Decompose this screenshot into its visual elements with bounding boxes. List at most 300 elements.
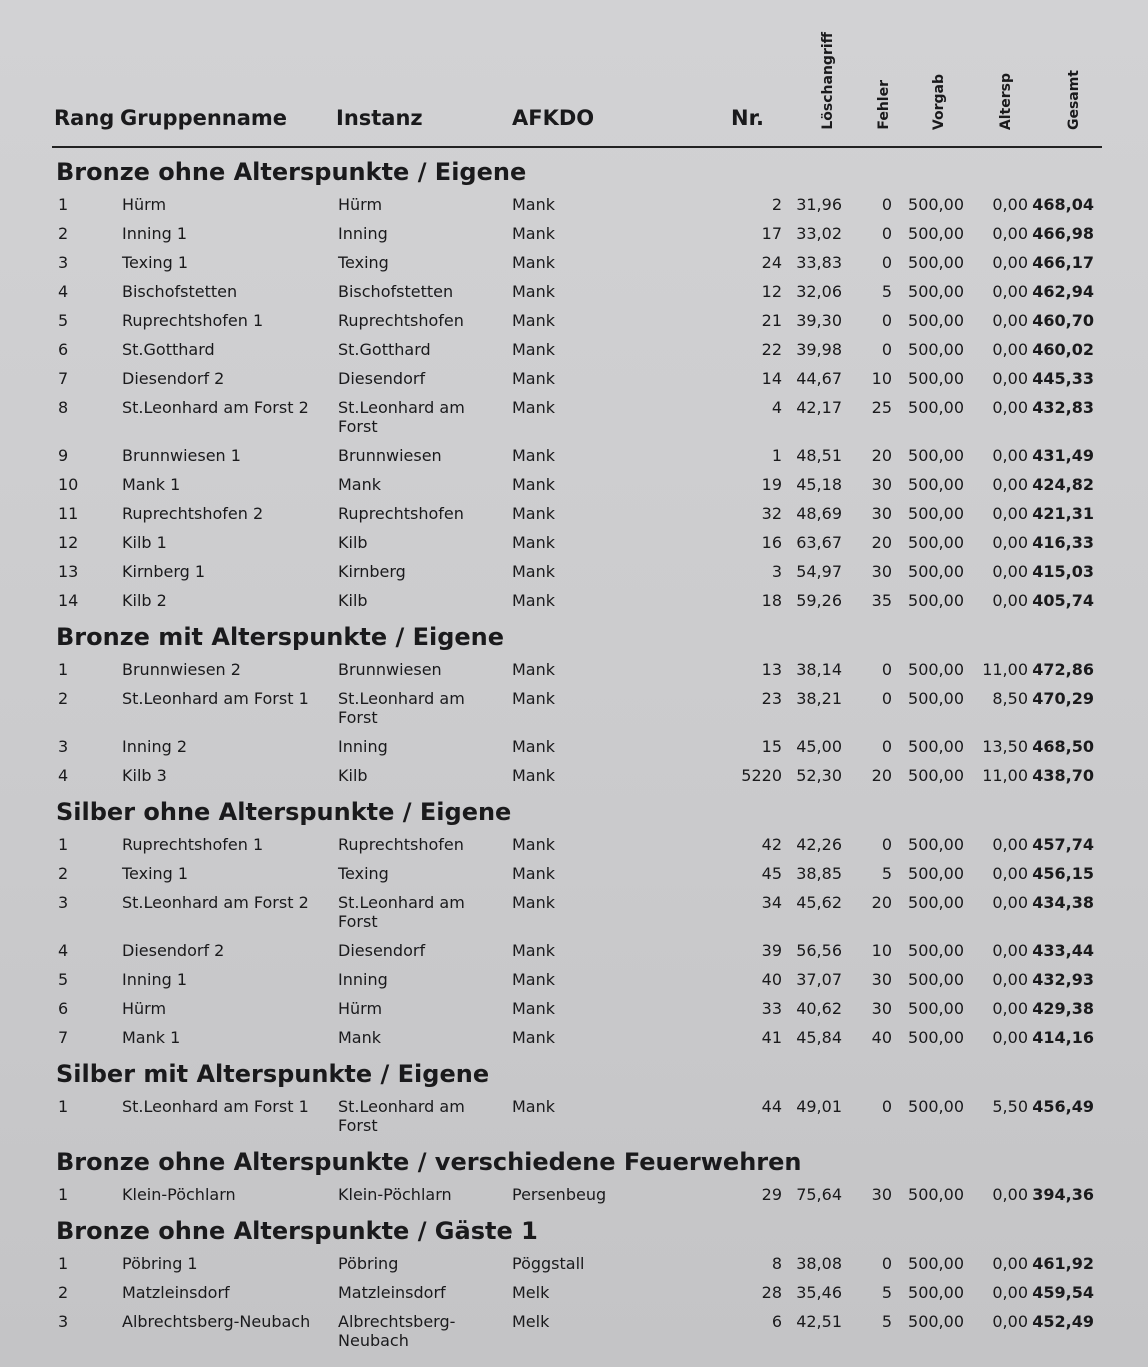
group-name-cell: Kirnberg 1 bbox=[122, 562, 206, 581]
nr-cell: 28 bbox=[761, 1283, 782, 1302]
group-name-cell: St.Leonhard am Forst 2 bbox=[122, 893, 309, 912]
vorgab-cell: 500,00 bbox=[908, 766, 964, 785]
loeschangriff-cell: 42,26 bbox=[796, 835, 842, 854]
gesamt-cell: 466,98 bbox=[1032, 224, 1094, 243]
gesamt-cell: 456,15 bbox=[1032, 864, 1094, 883]
fehler-cell: 5 bbox=[881, 864, 892, 883]
gesamt-cell: 468,04 bbox=[1032, 195, 1094, 214]
gesamt-cell: 461,92 bbox=[1032, 1254, 1094, 1273]
nr-cell: 12 bbox=[761, 282, 782, 301]
altersp-cell: 0,00 bbox=[992, 970, 1028, 989]
gesamt-cell: 460,70 bbox=[1032, 311, 1094, 330]
nr-cell: 32 bbox=[761, 504, 782, 523]
gesamt-cell: 457,74 bbox=[1032, 835, 1094, 854]
table-row bbox=[0, 861, 1148, 890]
group-name-cell: St.Leonhard am Forst 1 bbox=[122, 689, 309, 708]
loeschangriff-cell: 59,26 bbox=[796, 591, 842, 610]
instanz-cell: Kilb bbox=[338, 766, 368, 785]
gesamt-cell: 405,74 bbox=[1032, 591, 1094, 610]
rank-cell: 3 bbox=[58, 893, 69, 912]
group-name-cell: Diesendorf 2 bbox=[122, 369, 225, 388]
altersp-cell: 0,00 bbox=[992, 253, 1028, 272]
instanz-cell: St.Leonhard am Forst bbox=[338, 398, 465, 436]
rank-cell: 1 bbox=[58, 195, 69, 214]
table-row bbox=[0, 588, 1148, 617]
group-name-cell: Albrechtsberg-Neubach bbox=[122, 1312, 311, 1331]
afkdo-cell: Mank bbox=[512, 340, 556, 359]
afkdo-cell: Mank bbox=[512, 253, 556, 272]
loeschangriff-cell: 35,46 bbox=[796, 1283, 842, 1302]
instanz-cell: St.Gotthard bbox=[338, 340, 431, 359]
instanz-cell: Brunnwiesen bbox=[338, 446, 442, 465]
col-altersp: Altersp bbox=[998, 72, 1014, 130]
altersp-cell: 0,00 bbox=[992, 893, 1028, 912]
rank-cell: 3 bbox=[58, 1312, 69, 1331]
instanz-cell: Klein-Pöchlarn bbox=[338, 1185, 452, 1204]
fehler-cell: 0 bbox=[881, 253, 892, 272]
loeschangriff-cell: 56,56 bbox=[796, 941, 842, 960]
afkdo-cell: Mank bbox=[512, 504, 556, 523]
group-name-cell: Inning 1 bbox=[122, 970, 188, 989]
altersp-cell: 0,00 bbox=[992, 999, 1028, 1018]
vorgab-cell: 500,00 bbox=[908, 340, 964, 359]
gesamt-cell: 414,16 bbox=[1032, 1028, 1094, 1047]
altersp-cell: 0,00 bbox=[992, 562, 1028, 581]
col-fehler: Fehler bbox=[876, 80, 892, 130]
afkdo-cell: Mank bbox=[512, 311, 556, 330]
fehler-cell: 35 bbox=[871, 591, 892, 610]
gesamt-cell: 415,03 bbox=[1032, 562, 1094, 581]
group-name-cell: Matzleinsdorf bbox=[122, 1283, 230, 1302]
loeschangriff-cell: 45,62 bbox=[796, 893, 842, 912]
vorgab-cell: 500,00 bbox=[908, 660, 964, 679]
altersp-cell: 0,00 bbox=[992, 864, 1028, 883]
nr-cell: 34 bbox=[761, 893, 782, 912]
afkdo-cell: Mank bbox=[512, 660, 556, 679]
nr-cell: 19 bbox=[761, 475, 782, 494]
rank-cell: 1 bbox=[58, 1254, 69, 1273]
group-name-cell: St.Leonhard am Forst 1 bbox=[122, 1097, 309, 1116]
instanz-cell: Kirnberg bbox=[338, 562, 406, 581]
group-name-cell: Ruprechtshofen 1 bbox=[122, 835, 264, 854]
vorgab-cell: 500,00 bbox=[908, 475, 964, 494]
fehler-cell: 20 bbox=[871, 446, 892, 465]
nr-cell: 42 bbox=[761, 835, 782, 854]
instanz-cell: Texing bbox=[338, 864, 389, 883]
fehler-cell: 0 bbox=[881, 1254, 892, 1273]
rank-cell: 8 bbox=[58, 398, 69, 417]
nr-cell: 39 bbox=[761, 941, 782, 960]
col-afkdo: AFKDO bbox=[512, 106, 595, 130]
fehler-cell: 20 bbox=[871, 893, 892, 912]
table-row bbox=[0, 657, 1148, 686]
nr-cell: 45 bbox=[761, 864, 782, 883]
nr-cell: 21 bbox=[761, 311, 782, 330]
instanz-cell: Hürm bbox=[338, 195, 383, 214]
afkdo-cell: Mank bbox=[512, 1028, 556, 1047]
rank-cell: 7 bbox=[58, 369, 69, 388]
table-row bbox=[0, 279, 1148, 308]
table-row bbox=[0, 221, 1148, 250]
group-name-cell: Hürm bbox=[122, 999, 167, 1018]
loeschangriff-cell: 37,07 bbox=[796, 970, 842, 989]
instanz-cell: Inning bbox=[338, 970, 388, 989]
fehler-cell: 5 bbox=[881, 1312, 892, 1331]
instanz-cell: Brunnwiesen bbox=[338, 660, 442, 679]
altersp-cell: 0,00 bbox=[992, 1312, 1028, 1331]
fehler-cell: 30 bbox=[871, 970, 892, 989]
afkdo-cell: Mank bbox=[512, 689, 556, 708]
altersp-cell: 13,50 bbox=[982, 737, 1028, 756]
rank-cell: 1 bbox=[58, 1097, 69, 1116]
vorgab-cell: 500,00 bbox=[908, 504, 964, 523]
loeschangriff-cell: 48,51 bbox=[796, 446, 842, 465]
afkdo-cell: Mank bbox=[512, 562, 556, 581]
gesamt-cell: 394,36 bbox=[1032, 1185, 1094, 1204]
nr-cell: 6 bbox=[771, 1312, 782, 1331]
fehler-cell: 5 bbox=[881, 282, 892, 301]
vorgab-cell: 500,00 bbox=[908, 864, 964, 883]
table-row bbox=[0, 559, 1148, 588]
altersp-cell: 5,50 bbox=[992, 1097, 1028, 1116]
altersp-cell: 0,00 bbox=[992, 504, 1028, 523]
loeschangriff-cell: 48,69 bbox=[796, 504, 842, 523]
afkdo-cell: Mank bbox=[512, 835, 556, 854]
loeschangriff-cell: 49,01 bbox=[796, 1097, 842, 1116]
group-name-cell: St.Leonhard am Forst 2 bbox=[122, 398, 309, 417]
rank-cell: 1 bbox=[58, 1185, 69, 1204]
loeschangriff-cell: 42,17 bbox=[796, 398, 842, 417]
col-instanz: Instanz bbox=[336, 106, 423, 130]
vorgab-cell: 500,00 bbox=[908, 941, 964, 960]
section-title: Bronze mit Alterspunkte / Eigene bbox=[56, 623, 505, 651]
table-row bbox=[0, 1094, 1148, 1142]
gesamt-cell: 462,94 bbox=[1032, 282, 1094, 301]
vorgab-cell: 500,00 bbox=[908, 1312, 964, 1331]
fehler-cell: 30 bbox=[871, 475, 892, 494]
fehler-cell: 30 bbox=[871, 999, 892, 1018]
instanz-cell: Albrechtsberg-Neubach bbox=[338, 1312, 456, 1350]
nr-cell: 33 bbox=[761, 999, 782, 1018]
group-name-cell: Texing 1 bbox=[122, 864, 189, 883]
fehler-cell: 0 bbox=[881, 195, 892, 214]
section-title: Silber ohne Alterspunkte / Eigene bbox=[56, 798, 512, 826]
group-name-cell: St.Gotthard bbox=[122, 340, 215, 359]
gesamt-cell: 433,44 bbox=[1032, 941, 1094, 960]
group-name-cell: Bischofstetten bbox=[122, 282, 238, 301]
afkdo-cell: Mank bbox=[512, 282, 556, 301]
loeschangriff-cell: 54,97 bbox=[796, 562, 842, 581]
afkdo-cell: Melk bbox=[512, 1283, 550, 1302]
rank-cell: 2 bbox=[58, 689, 69, 708]
rank-cell: 13 bbox=[58, 562, 79, 581]
nr-cell: 3 bbox=[771, 562, 782, 581]
altersp-cell: 0,00 bbox=[992, 446, 1028, 465]
afkdo-cell: Mank bbox=[512, 766, 556, 785]
instanz-cell: Kilb bbox=[338, 533, 368, 552]
loeschangriff-cell: 40,62 bbox=[796, 999, 842, 1018]
nr-cell: 13 bbox=[761, 660, 782, 679]
group-name-cell: Texing 1 bbox=[122, 253, 189, 272]
gesamt-cell: 432,83 bbox=[1032, 398, 1094, 417]
section-title: Bronze ohne Alterspunkte / verschiedene Feuerwehren bbox=[56, 1148, 802, 1176]
vorgab-cell: 500,00 bbox=[908, 591, 964, 610]
loeschangriff-cell: 42,51 bbox=[796, 1312, 842, 1331]
loeschangriff-cell: 32,06 bbox=[796, 282, 842, 301]
table-row bbox=[0, 1251, 1148, 1280]
group-name-cell: Inning 2 bbox=[122, 737, 188, 756]
table-row bbox=[0, 1182, 1148, 1211]
group-name-cell: Kilb 2 bbox=[122, 591, 167, 610]
col-loeschangriff: Löschangriff bbox=[820, 32, 836, 130]
vorgab-cell: 500,00 bbox=[908, 1097, 964, 1116]
table-row bbox=[0, 472, 1148, 501]
nr-cell: 16 bbox=[761, 533, 782, 552]
table-row bbox=[0, 890, 1148, 938]
loeschangriff-cell: 38,08 bbox=[796, 1254, 842, 1273]
fehler-cell: 0 bbox=[881, 737, 892, 756]
afkdo-cell: Pöggstall bbox=[512, 1254, 585, 1273]
fehler-cell: 10 bbox=[871, 369, 892, 388]
rank-cell: 4 bbox=[58, 766, 69, 785]
rank-cell: 5 bbox=[58, 311, 69, 330]
gesamt-cell: 424,82 bbox=[1032, 475, 1094, 494]
instanz-cell: St.Leonhard am Forst bbox=[338, 893, 465, 931]
vorgab-cell: 500,00 bbox=[908, 369, 964, 388]
altersp-cell: 11,00 bbox=[982, 766, 1028, 785]
instanz-cell: Ruprechtshofen bbox=[338, 835, 464, 854]
vorgab-cell: 500,00 bbox=[908, 999, 964, 1018]
table-row bbox=[0, 996, 1148, 1025]
rank-cell: 14 bbox=[58, 591, 79, 610]
afkdo-cell: Mank bbox=[512, 864, 556, 883]
afkdo-cell: Mank bbox=[512, 398, 556, 417]
table-row bbox=[0, 443, 1148, 472]
loeschangriff-cell: 33,83 bbox=[796, 253, 842, 272]
fehler-cell: 0 bbox=[881, 660, 892, 679]
gesamt-cell: 434,38 bbox=[1032, 893, 1094, 912]
nr-cell: 29 bbox=[761, 1185, 782, 1204]
fehler-cell: 0 bbox=[881, 340, 892, 359]
gesamt-cell: 459,54 bbox=[1032, 1283, 1094, 1302]
rank-cell: 11 bbox=[58, 504, 79, 523]
instanz-cell: Diesendorf bbox=[338, 941, 426, 960]
gesamt-cell: 460,02 bbox=[1032, 340, 1094, 359]
gesamt-cell: 429,38 bbox=[1032, 999, 1094, 1018]
rank-cell: 2 bbox=[58, 864, 69, 883]
nr-cell: 5220 bbox=[741, 766, 782, 785]
altersp-cell: 0,00 bbox=[992, 1185, 1028, 1204]
gesamt-cell: 470,29 bbox=[1032, 689, 1094, 708]
altersp-cell: 0,00 bbox=[992, 1283, 1028, 1302]
table-row bbox=[0, 501, 1148, 530]
fehler-cell: 0 bbox=[881, 689, 892, 708]
nr-cell: 14 bbox=[761, 369, 782, 388]
nr-cell: 4 bbox=[771, 398, 782, 417]
vorgab-cell: 500,00 bbox=[908, 398, 964, 417]
group-name-cell: Hürm bbox=[122, 195, 167, 214]
section-title: Silber mit Alterspunkte / Eigene bbox=[56, 1060, 490, 1088]
afkdo-cell: Mank bbox=[512, 195, 556, 214]
instanz-cell: St.Leonhard am Forst bbox=[338, 1097, 465, 1135]
table-row bbox=[0, 308, 1148, 337]
fehler-cell: 0 bbox=[881, 1097, 892, 1116]
instanz-cell: Bischofstetten bbox=[338, 282, 454, 301]
loeschangriff-cell: 38,14 bbox=[796, 660, 842, 679]
column-header bbox=[0, 0, 1148, 150]
instanz-cell: Inning bbox=[338, 224, 388, 243]
col-rang: Rang bbox=[54, 106, 115, 130]
afkdo-cell: Mank bbox=[512, 1097, 556, 1116]
nr-cell: 17 bbox=[761, 224, 782, 243]
nr-cell: 22 bbox=[761, 340, 782, 359]
instanz-cell: Mank bbox=[338, 475, 382, 494]
vorgab-cell: 500,00 bbox=[908, 253, 964, 272]
instanz-cell: Kilb bbox=[338, 591, 368, 610]
fehler-cell: 5 bbox=[881, 1283, 892, 1302]
loeschangriff-cell: 31,96 bbox=[796, 195, 842, 214]
altersp-cell: 0,00 bbox=[992, 398, 1028, 417]
vorgab-cell: 500,00 bbox=[908, 224, 964, 243]
nr-cell: 44 bbox=[761, 1097, 782, 1116]
rank-cell: 12 bbox=[58, 533, 79, 552]
afkdo-cell: Mank bbox=[512, 893, 556, 912]
altersp-cell: 0,00 bbox=[992, 1254, 1028, 1273]
loeschangriff-cell: 75,64 bbox=[796, 1185, 842, 1204]
altersp-cell: 0,00 bbox=[992, 282, 1028, 301]
fehler-cell: 0 bbox=[881, 224, 892, 243]
altersp-cell: 0,00 bbox=[992, 941, 1028, 960]
table-row bbox=[0, 734, 1148, 763]
vorgab-cell: 500,00 bbox=[908, 195, 964, 214]
gesamt-cell: 468,50 bbox=[1032, 737, 1094, 756]
rank-cell: 5 bbox=[58, 970, 69, 989]
group-name-cell: Mank 1 bbox=[122, 475, 181, 494]
vorgab-cell: 500,00 bbox=[908, 835, 964, 854]
altersp-cell: 0,00 bbox=[992, 1028, 1028, 1047]
gesamt-cell: 452,49 bbox=[1032, 1312, 1094, 1331]
table-row bbox=[0, 337, 1148, 366]
rank-cell: 1 bbox=[58, 835, 69, 854]
altersp-cell: 0,00 bbox=[992, 224, 1028, 243]
fehler-cell: 30 bbox=[871, 562, 892, 581]
fehler-cell: 10 bbox=[871, 941, 892, 960]
group-name-cell: Diesendorf 2 bbox=[122, 941, 225, 960]
afkdo-cell: Mank bbox=[512, 475, 556, 494]
altersp-cell: 8,50 bbox=[992, 689, 1028, 708]
group-name-cell: Brunnwiesen 2 bbox=[122, 660, 241, 679]
altersp-cell: 0,00 bbox=[992, 533, 1028, 552]
nr-cell: 24 bbox=[761, 253, 782, 272]
nr-cell: 8 bbox=[771, 1254, 782, 1273]
table-row bbox=[0, 967, 1148, 996]
vorgab-cell: 500,00 bbox=[908, 1283, 964, 1302]
altersp-cell: 0,00 bbox=[992, 195, 1028, 214]
vorgab-cell: 500,00 bbox=[908, 1185, 964, 1204]
fehler-cell: 30 bbox=[871, 1185, 892, 1204]
nr-cell: 15 bbox=[761, 737, 782, 756]
afkdo-cell: Mank bbox=[512, 737, 556, 756]
loeschangriff-cell: 39,30 bbox=[796, 311, 842, 330]
fehler-cell: 40 bbox=[871, 1028, 892, 1047]
group-name-cell: Pöbring 1 bbox=[122, 1254, 198, 1273]
altersp-cell: 0,00 bbox=[992, 835, 1028, 854]
loeschangriff-cell: 45,00 bbox=[796, 737, 842, 756]
table-row bbox=[0, 686, 1148, 734]
col-gesamt: Gesamt bbox=[1066, 69, 1082, 130]
loeschangriff-cell: 33,02 bbox=[796, 224, 842, 243]
instanz-cell: Hürm bbox=[338, 999, 383, 1018]
gesamt-cell: 438,70 bbox=[1032, 766, 1094, 785]
afkdo-cell: Melk bbox=[512, 1312, 550, 1331]
loeschangriff-cell: 52,30 bbox=[796, 766, 842, 785]
instanz-cell: Mank bbox=[338, 1028, 382, 1047]
altersp-cell: 0,00 bbox=[992, 369, 1028, 388]
table-row bbox=[0, 832, 1148, 861]
group-name-cell: Klein-Pöchlarn bbox=[122, 1185, 236, 1204]
group-name-cell: Brunnwiesen 1 bbox=[122, 446, 241, 465]
table-row bbox=[0, 366, 1148, 395]
afkdo-cell: Persenbeug bbox=[512, 1185, 607, 1204]
nr-cell: 1 bbox=[771, 446, 782, 465]
col-nr: Nr. bbox=[731, 106, 764, 130]
group-name-cell: Kilb 1 bbox=[122, 533, 167, 552]
group-name-cell: Ruprechtshofen 2 bbox=[122, 504, 264, 523]
table-row bbox=[0, 1280, 1148, 1309]
instanz-cell: St.Leonhard am Forst bbox=[338, 689, 465, 727]
table-row bbox=[0, 1025, 1148, 1054]
vorgab-cell: 500,00 bbox=[908, 1254, 964, 1273]
instanz-cell: Inning bbox=[338, 737, 388, 756]
gesamt-cell: 421,31 bbox=[1032, 504, 1094, 523]
loeschangriff-cell: 38,85 bbox=[796, 864, 842, 883]
section-title: Bronze ohne Alterspunkte / Eigene bbox=[56, 158, 527, 186]
afkdo-cell: Mank bbox=[512, 970, 556, 989]
gesamt-cell: 456,49 bbox=[1032, 1097, 1094, 1116]
rank-cell: 2 bbox=[58, 224, 69, 243]
instanz-cell: Matzleinsdorf bbox=[338, 1283, 446, 1302]
table-row bbox=[0, 250, 1148, 279]
nr-cell: 2 bbox=[771, 195, 782, 214]
gesamt-cell: 472,86 bbox=[1032, 660, 1094, 679]
rank-cell: 2 bbox=[58, 1283, 69, 1302]
rank-cell: 6 bbox=[58, 999, 69, 1018]
afkdo-cell: Mank bbox=[512, 591, 556, 610]
gesamt-cell: 432,93 bbox=[1032, 970, 1094, 989]
rank-cell: 7 bbox=[58, 1028, 69, 1047]
vorgab-cell: 500,00 bbox=[908, 737, 964, 756]
altersp-cell: 0,00 bbox=[992, 591, 1028, 610]
rank-cell: 9 bbox=[58, 446, 69, 465]
afkdo-cell: Mank bbox=[512, 446, 556, 465]
vorgab-cell: 500,00 bbox=[908, 282, 964, 301]
instanz-cell: Texing bbox=[338, 253, 389, 272]
rank-cell: 10 bbox=[58, 475, 79, 494]
results-table bbox=[0, 152, 1148, 1357]
instanz-cell: Ruprechtshofen bbox=[338, 504, 464, 523]
afkdo-cell: Mank bbox=[512, 999, 556, 1018]
gesamt-cell: 466,17 bbox=[1032, 253, 1094, 272]
group-name-cell: Mank 1 bbox=[122, 1028, 181, 1047]
rank-cell: 3 bbox=[58, 737, 69, 756]
vorgab-cell: 500,00 bbox=[908, 533, 964, 552]
rank-cell: 3 bbox=[58, 253, 69, 272]
group-name-cell: Kilb 3 bbox=[122, 766, 167, 785]
gesamt-cell: 416,33 bbox=[1032, 533, 1094, 552]
nr-cell: 41 bbox=[761, 1028, 782, 1047]
vorgab-cell: 500,00 bbox=[908, 1028, 964, 1047]
fehler-cell: 0 bbox=[881, 311, 892, 330]
